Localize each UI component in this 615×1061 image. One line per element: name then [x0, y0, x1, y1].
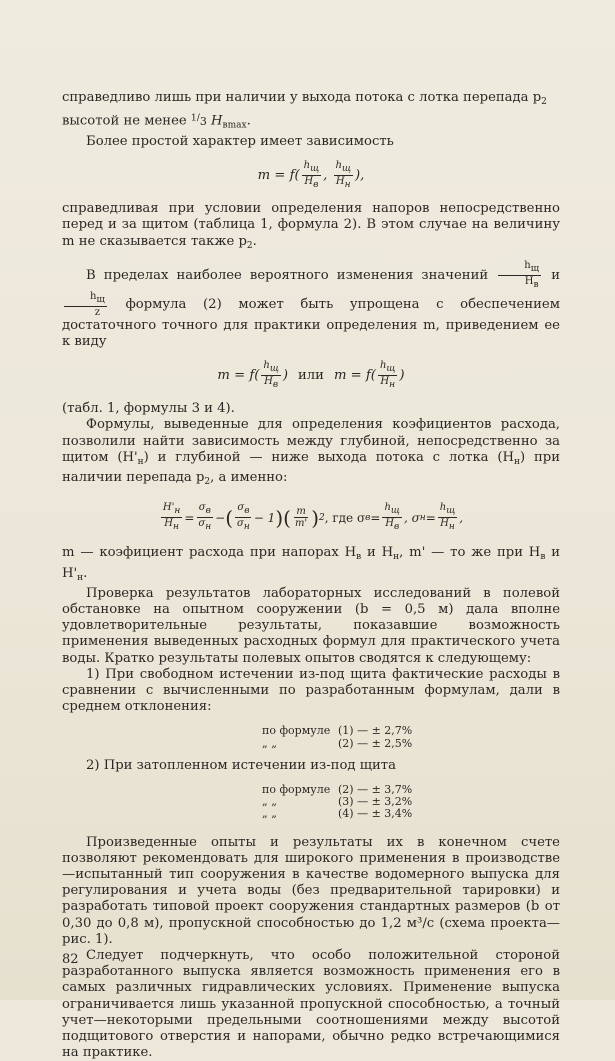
result-row: по формуле (1) — ± 2,7%	[262, 724, 413, 738]
paragraph-1: справедливо лишь при наличии у выхода потока с лотка перепада $p_2$ высотой не менее $^{1/}$3 $H_{вmax}$.	[62, 90, 547, 131]
formula-2: m = f( $\frac{hщ}{Hв}$ ) или m = f( $\frac{hщ}{Hн}$ )	[217, 360, 405, 391]
paragraph-10: 2) При затопленном истечении из-под щита	[86, 757, 396, 773]
result-row: „ „ (3) — ± 3,2%	[262, 795, 413, 809]
formula-3: $\frac{H'н}{Hн}$ = $\frac{\sigma в}{\sigma н}$ − ( $\frac{\sigma в}{\sigma н}$ − 1 ) ( $\frac{m}{m'}$ ) 2 , где σ в = $\frac{hщ}{Hв}$ , σ н = $\frac{hщ}{Hн}$ ,	[162, 502, 464, 533]
paragraph-2: Более простой характер имеет зависимость	[86, 134, 394, 150]
paragraph-7: m — коэфициент расхода при напорах $H_в$ и $H_н$, m' — то же при $H_в$ и $H'_н$.	[62, 545, 561, 583]
paragraph-3: справедливая при условии определения напоров непосредственно перед и за щитом (таблица 1, формула 2). В этом случае на величину m не сказывается также $p_2$.	[62, 201, 560, 251]
paragraph-11: Произведенные опыты и результаты их в конечном счете позволяют рекомендовать для широкого применения в производстве—испытанный тип сооружения в качестве водомерного выпуска для регулирования и учета воды (без предварительной тарировки) и разработать типовой проект сооружения стандартных размеров (b от 0,30 до 0,8 м), пропускной способностью до 1,2 м³/с (схема проекта—рис. 1).	[62, 834, 560, 947]
paragraph-6: Формулы, выведенные для определения коэфициентов расхода, позволили найти зависимость между глубиной, непосредственно за щитом $(H'_н)$ и глубиной — ниже выхода потока с лотка $(H_н)$ при наличии перепада $p_2$, а именно:	[62, 417, 560, 488]
results-submerged-flow	[262, 784, 560, 821]
page-number: 82	[62, 952, 79, 967]
result-row: „ „ (2) — ± 2,5%	[262, 736, 413, 750]
formula-1: m = f( $\frac{hщ}{Hв}$ , $\frac{hщ}{Hн}$ ),	[257, 160, 365, 191]
result-row: „ „ (4) — ± 3,4%	[262, 807, 413, 821]
results-free-flow	[262, 725, 560, 749]
paragraph-12: Следует подчеркнуть, что особо положительной стороной разработанного выпуска является возможность применения его в самых различных гидравлических условиях. Применение выпуска ограничивается лишь указанной пропускной способностью, а точный учет—некоторыми предельными соотношениями между высотой подщитового отверстия и напорами, обычно редко встречающимися на практике.	[62, 947, 560, 1061]
paragraph-4: В пределах наиболее вероятного изменения значений $\frac{hщ}{Hв}$ и $\frac{hщ}{z}$ формула (2) может быть упрощена с обеспечением достаточного точного для практики определения m, приведением ее к виду	[62, 259, 560, 350]
paragraph-8: Проверка результатов лабораторных исследований в полевой обстановке на опытном сооружении (b = 0,5 м) дала вполне удовлетворительные результаты, показавшие возможность применения выведенных расходных формул для практического учета воды. Кратко результаты полевых опытов сводятся к следующему:	[62, 585, 560, 666]
paragraph-5: (табл. 1, формулы 3 и 4).	[62, 401, 235, 417]
paragraph-9: 1) При свободном истечении из-под щита фактические расходы в сравнении с вычисленными по разработанным формулам, дали в среднем отклонения:	[62, 666, 560, 715]
body-text	[62, 90, 560, 1061]
result-row: по формуле (2) — ± 3,7%	[262, 782, 413, 796]
